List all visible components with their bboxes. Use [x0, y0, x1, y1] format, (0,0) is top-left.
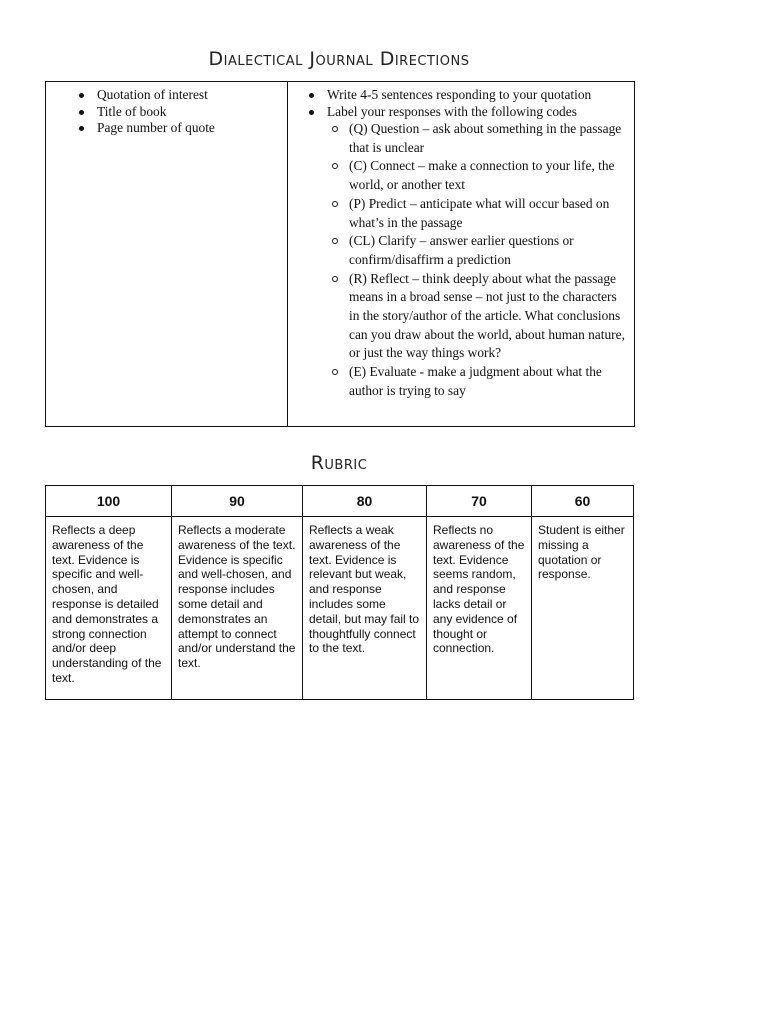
directions-right-cell	[288, 82, 635, 427]
directions-left-cell	[46, 82, 288, 427]
list-item: Quotation of interest	[97, 87, 281, 104]
list-item	[327, 104, 628, 401]
list-item: Page number of quote	[97, 120, 281, 137]
score-description-70: Reflects no awareness of the text. Evidence seems random, and response lacks detail or any evidence of thought or connection.	[427, 517, 532, 700]
left-bullet-list	[52, 87, 281, 137]
score-description-90: Reflects a moderate awareness of the text. Evidence is specific and well-chosen, and response includes some detail and demonstrates an attempt to connect and/or understand the text.	[172, 517, 303, 700]
score-header-80: 80	[303, 486, 427, 517]
directions-title: Dialectical Journal Directions	[208, 48, 470, 70]
list-item: Title of book	[97, 104, 281, 121]
list-item-label: Label your responses with the following codes	[327, 103, 577, 119]
code-item-reflect: (R) Reflect – think deeply about what the passage means in a broad sense – not just to the characters in the story/author of the article. What conclusions can you draw about the world, about human nature, or just the way things work?	[349, 270, 628, 364]
rubric-description-row	[46, 517, 634, 700]
rubric-header-row	[46, 486, 634, 517]
score-header-70: 70	[427, 486, 532, 517]
score-header-60: 60	[532, 486, 634, 517]
score-header-90: 90	[172, 486, 303, 517]
code-item-question: (Q) Question – ask about something in the passage that is unclear	[349, 120, 628, 157]
rubric-title: Rubric	[310, 452, 368, 474]
score-description-80: Reflects a weak awareness of the text. Evidence is relevant but weak, and response includes some detail, but may fail to thoughtfully connect to the text.	[303, 517, 427, 700]
directions-table	[45, 81, 635, 427]
code-item-predict: (P) Predict – anticipate what will occur based on what’s in the passage	[349, 195, 628, 232]
right-bullet-list	[294, 87, 628, 401]
code-item-evaluate: (E) Evaluate - make a judgment about what the author is trying to say	[349, 363, 628, 400]
codes-sublist	[327, 120, 628, 401]
code-item-clarify: (CL) Clarify – answer earlier questions or confirm/disaffirm a prediction	[349, 232, 628, 269]
score-description-100: Reflects a deep awareness of the text. Evidence is specific and well-chosen, and response is detailed and demonstrates a strong connection and/or deep understanding of the text.	[46, 517, 172, 700]
code-item-connect: (C) Connect – make a connection to your life, the world, or another text	[349, 157, 628, 194]
score-header-100: 100	[46, 486, 172, 517]
score-description-60: Student is either missing a quotation or response.	[532, 517, 634, 700]
list-item: Write 4-5 sentences responding to your quotation	[327, 87, 628, 104]
rubric-table	[45, 485, 634, 700]
